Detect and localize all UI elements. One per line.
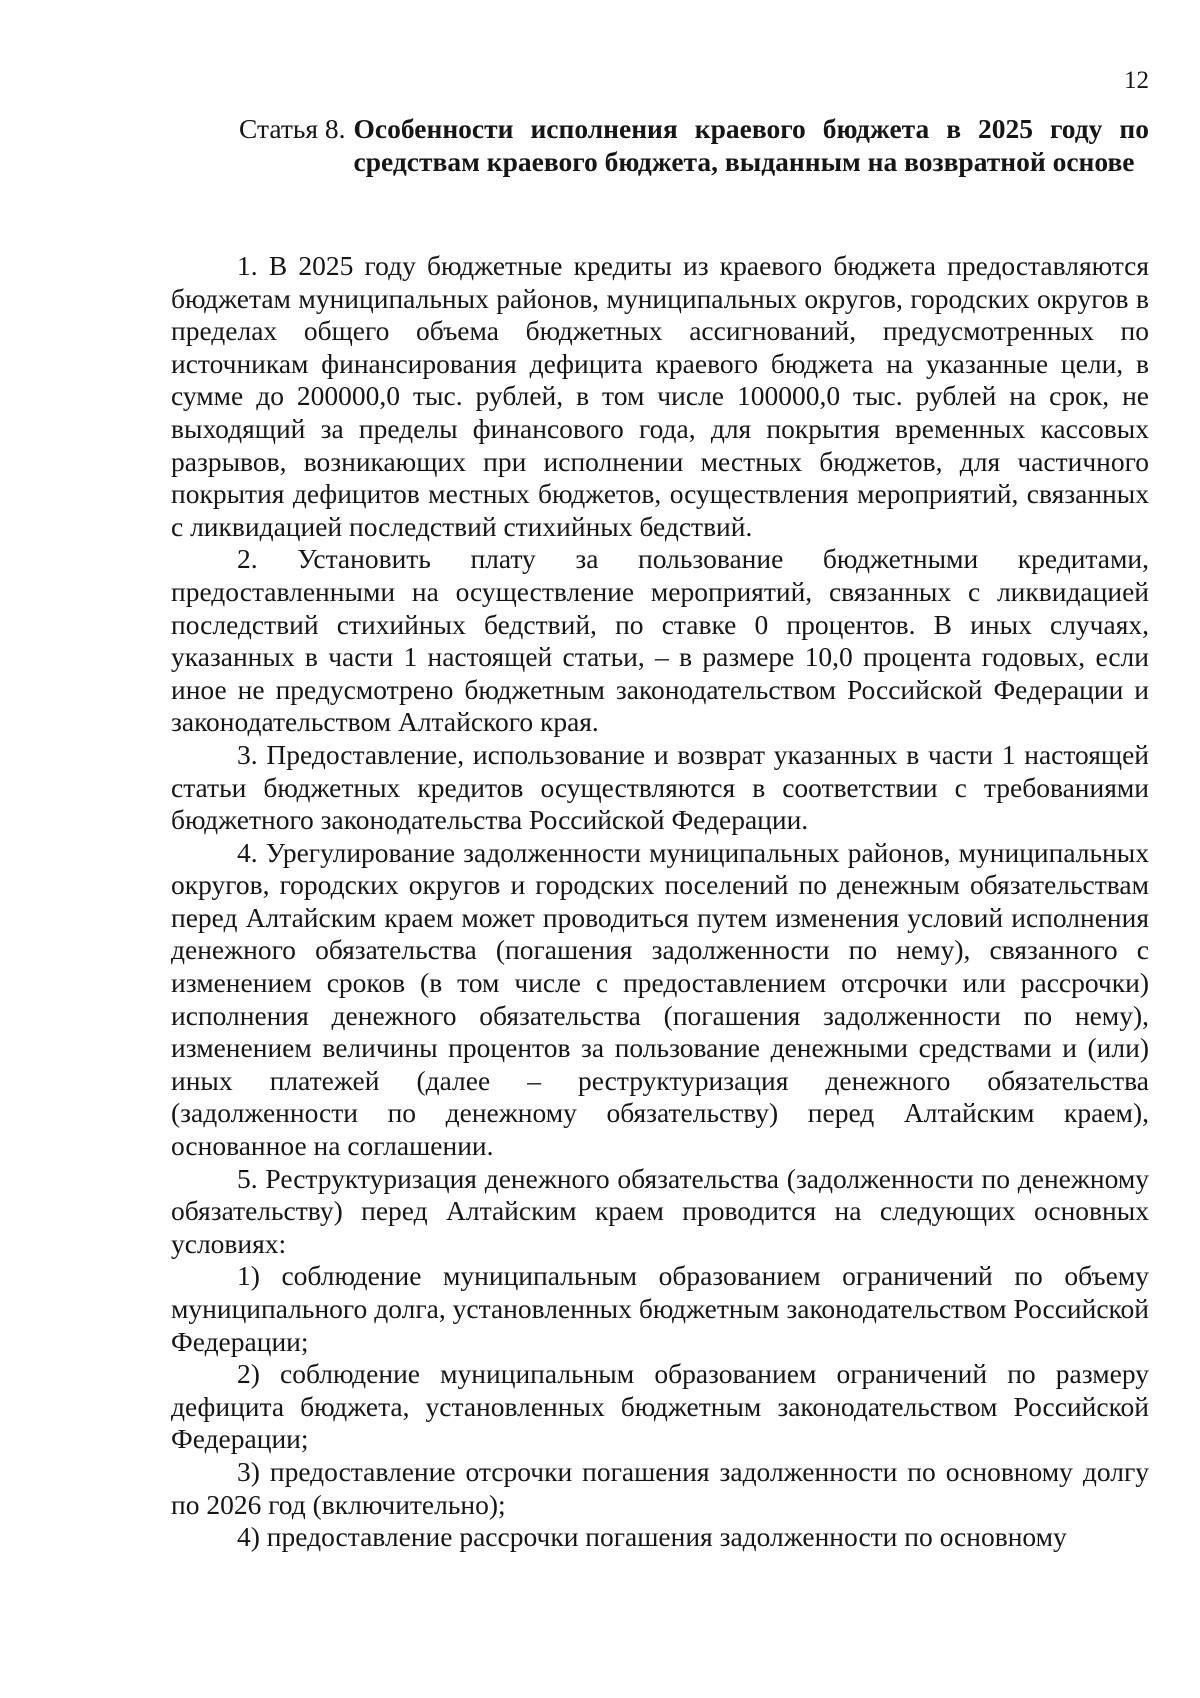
list-item-1: 1) соблюдение муниципальным образованием ограничений по объему муниципального долга, установленных бюджетным законодательством Российской Федерации; [171, 1260, 1149, 1357]
list-item-4: 4) предоставление рассрочки погашения задолженности по основному [237, 1521, 1067, 1553]
paragraph-1: 1. В 2025 году бюджетные кредиты из краевого бюджета предоставляются бюджетам муниципальных районов, муниципальных округов, городских округов в пределах общего объема бюджетных ассигнований, предусмотренных по источникам финансирования дефицита краевого бюджета на указанные цели, в сумме до 200000,0 тыс. рублей, в том числе 100000,0 тыс. рублей на срок, не выходящий за пределы финансового года, для покрытия временных кассовых разрывов, возникающих при исполнении местных бюджетов, для частичного покрытия дефицитов местных бюджетов, осуществления мероприятий, связанных с ликвидацией последствий стихийных бедствий. [171, 250, 1149, 542]
paragraph-4: 4. Урегулирование задолженности муниципальных районов, муниципальных округов, городских округов и городских поселений по денежным обязательствам перед Алтайским краем может проводиться путем изменения условий исполнения денежного обязательства (погашения задолженности по нему), связанного с изменением сроков (в том числе с предоставлением отсрочки или рассрочки) исполнения денежного обязательства (погашения задолженности по нему), изменением величины процентов за пользование денежными средствами и (или) иных платежей (далее – реструктуризация денежного обязательства (задолженности по денежному обязательству) перед Алтайским краем), основанное на соглашении. [171, 836, 1149, 1162]
article-body [171, 250, 1149, 1554]
list-item-2: 2) соблюдение муниципальным образованием ограничений по размеру дефицита бюджета, установленных бюджетным законодательством Российской Федерации; [171, 1358, 1149, 1455]
page-number: 12 [1124, 67, 1149, 94]
paragraph-2: 2. Установить плату за пользование бюджетными кредитами, предоставленными на осуществление мероприятий, связанных с ликвидацией последствий стихийных бедствий, по ставке 0 процентов. В иных случаях, указанных в части 1 настоящей статьи, – в размере 10,0 процента годовых, если иное не предусмотрено бюджетным законодательством Российской Федерации и законодательством Алтайского края. [171, 543, 1149, 738]
article-heading [239, 112, 1149, 178]
list-item-3: 3) предоставление отсрочки погашения задолженности по основному долгу по 2026 год (включительно); [171, 1455, 1149, 1520]
article-title: Особенности исполнения краевого бюджета в 2025 году по средствам краевого бюджета, выданным на возвратной основе [353, 113, 1149, 177]
paragraph-5: 5. Реструктуризация денежного обязательства (задолженности по денежному обязательству) перед Алтайским краем проводится на следующих основных условиях: [171, 1162, 1149, 1259]
article-number: Статья 8. [239, 113, 346, 144]
paragraph-3: 3. Предоставление, использование и возврат указанных в части 1 настоящей статьи бюджетных кредитов осуществляются в соответствии с требованиями бюджетного законодательства Российской Федерации. [171, 738, 1149, 836]
